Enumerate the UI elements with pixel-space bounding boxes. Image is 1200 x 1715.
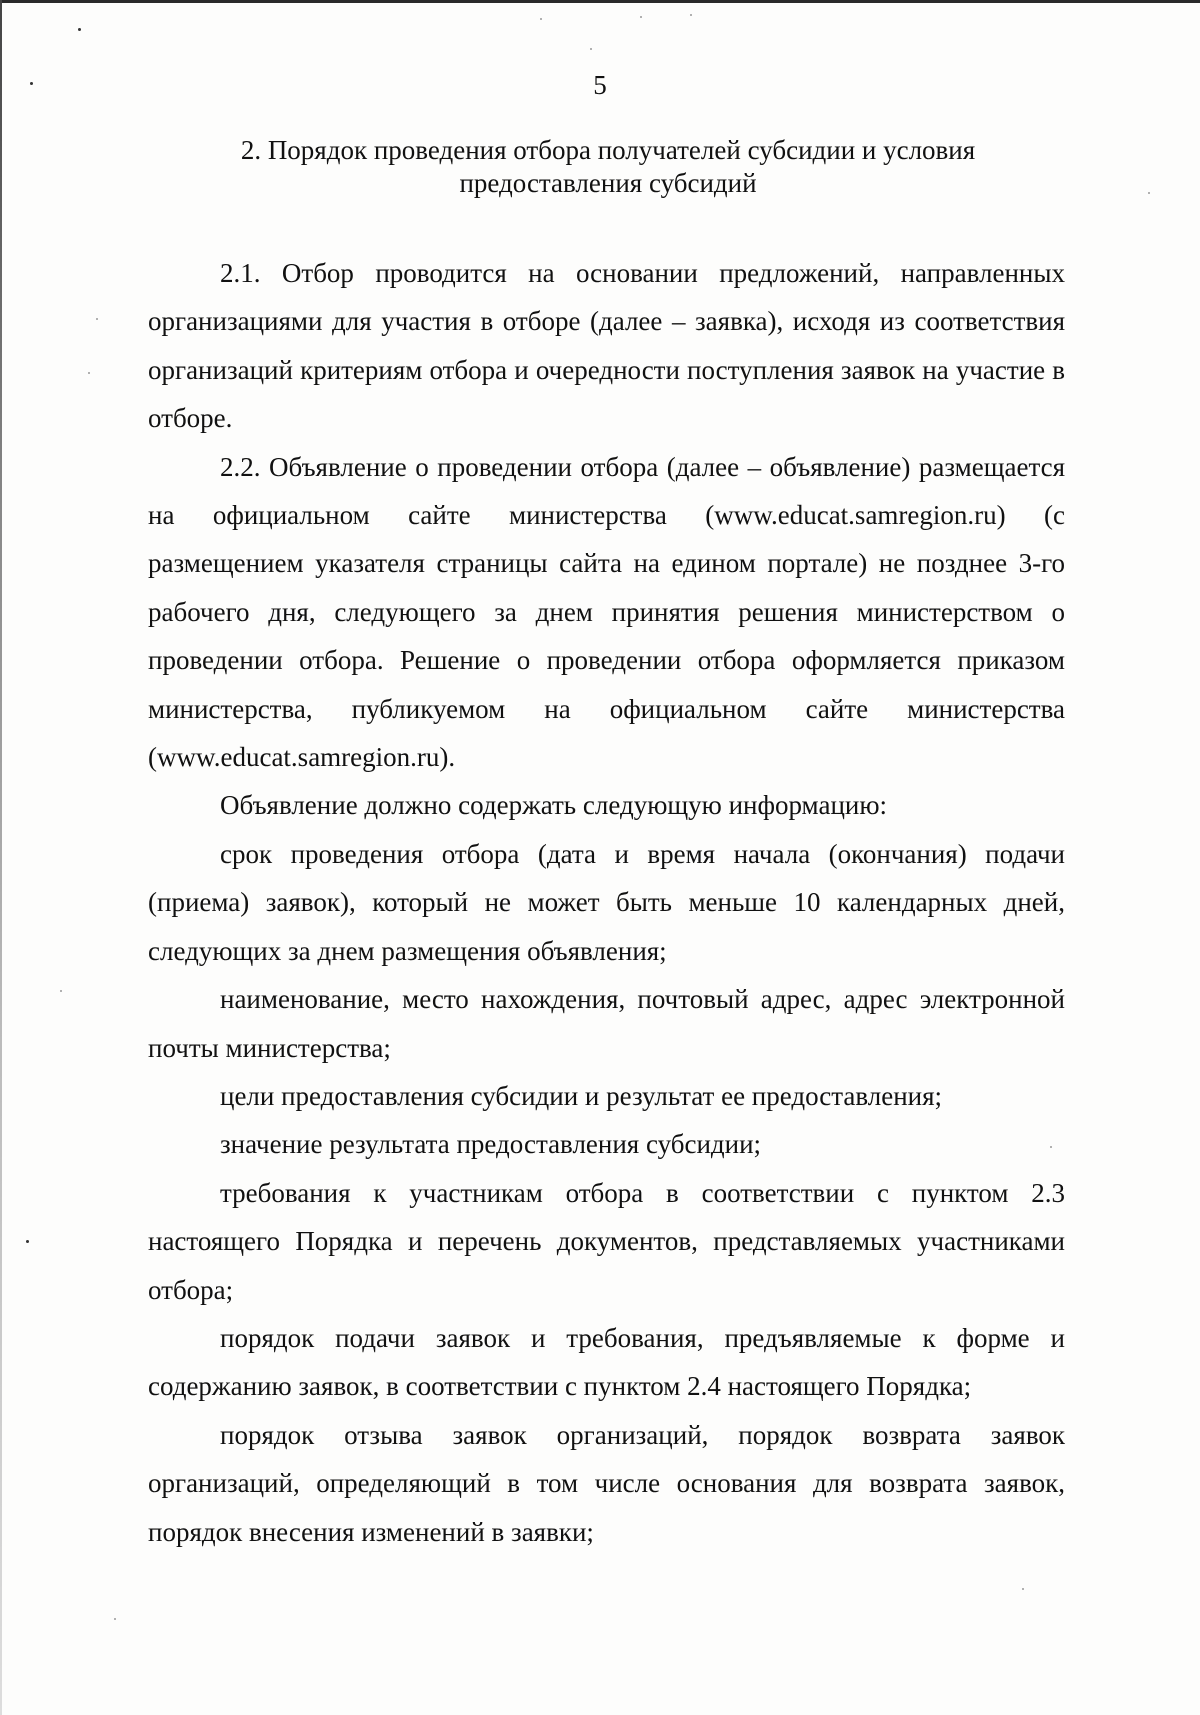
section-heading bbox=[148, 134, 1068, 200]
scan-speck bbox=[1022, 1588, 1024, 1590]
scan-speck bbox=[60, 990, 62, 992]
paragraph-2-2: 2.2. Объявление о проведении отбора (далее – объявление) размещается на официальном сайте министерства (www.educat.samregion.ru) (с размещением указателя страницы сайта на едином портале) не позднее 3-го рабочего дня, следующего за днем принятия решения министерством о проведении отбора. Решение о проведении отбора оформляется приказом министерства, публикуемом на официальном сайте министерства (www.educat.samregion.ru). bbox=[148, 451, 1065, 773]
list-item: срок проведения отбора (дата и время начала (окончания) подачи (приема) заявок), который не может быть меньше 10 календарных дней, следующих за днем размещения объявления; bbox=[148, 838, 1065, 966]
list-item: требования к участникам отбора в соответствии с пунктом 2.3 настоящего Порядка и перечень документов, представляемых участниками отбора; bbox=[148, 1177, 1065, 1305]
scan-speck bbox=[78, 28, 81, 31]
paragraph-2-1: 2.1. Отбор проводится на основании предложений, направленных организациями для участия в отборе (далее – заявка), исходя из соответствия организаций критериям отбора и очередности поступления заявок на участие в отборе. bbox=[148, 258, 1065, 434]
scan-speck bbox=[1148, 192, 1150, 194]
paragraph-announcement-intro: Объявление должно содержать следующую информацию: bbox=[220, 790, 888, 821]
section-heading-line: 2. Порядок проведения отбора получателей субсидии и условия bbox=[240, 135, 976, 165]
scan-speck bbox=[114, 1618, 116, 1620]
section-heading-line: предоставления субсидий bbox=[459, 168, 757, 198]
scan-speck bbox=[96, 318, 98, 320]
scan-speck bbox=[26, 1240, 29, 1243]
list-item: порядок отзыва заявок организаций, порядок возврата заявок организаций, определяющий в том числе основания для возврата заявок, порядок внесения изменений в заявки; bbox=[148, 1419, 1065, 1547]
page-number: 5 bbox=[593, 70, 607, 100]
scan-top-edge bbox=[0, 0, 1200, 3]
scan-speck bbox=[640, 16, 642, 18]
list-item: порядок подачи заявок и требования, предъявляемые к форме и содержанию заявок, в соответствии с пунктом 2.4 настоящего Порядка; bbox=[148, 1322, 1065, 1402]
list-item: наименование, место нахождения, почтовый адрес, адрес электронной почты министерства; bbox=[148, 984, 1065, 1063]
scan-speck bbox=[690, 14, 692, 16]
scan-left-edge bbox=[0, 0, 2, 1715]
list-item: цели предоставления субсидии и результат ее предоставления; bbox=[220, 1080, 943, 1111]
scan-speck bbox=[540, 18, 542, 20]
document-body bbox=[148, 249, 1065, 1556]
scan-speck bbox=[590, 48, 592, 50]
scan-speck bbox=[88, 372, 90, 374]
list-item: значение результата предоставления субсидии; bbox=[220, 1129, 762, 1160]
